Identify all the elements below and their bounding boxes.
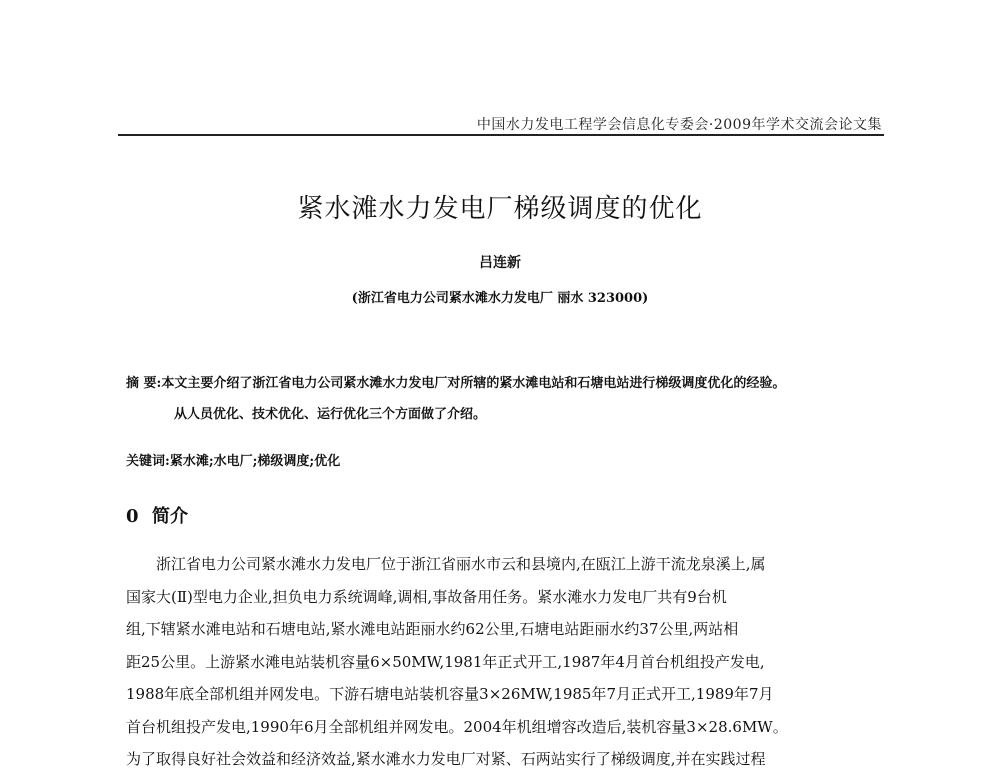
body-line: 浙江省电力公司紧水滩水力发电厂位于浙江省丽水市云和县境内,在瓯江上游干流龙泉溪上,属 bbox=[156, 555, 766, 573]
abstract bbox=[126, 368, 886, 430]
section-title: 简介 bbox=[152, 506, 188, 527]
body-line: 首台机组投产发电,1990年6月全部机组并网发电。2004年机组增容改造后,装机容量3×28.6MW。 bbox=[126, 717, 788, 736]
abstract-line-2: 从人员优化、技术优化、运行优化三个方面做了介绍。 bbox=[174, 407, 487, 422]
header-rule bbox=[118, 134, 884, 136]
section-heading bbox=[126, 502, 188, 528]
keywords-label: 关键词: bbox=[126, 454, 170, 469]
body-line: 1988年底全部机组并网发电。下游石塘电站装机容量3×26MW,1985年7月正式开工,1989年7月 bbox=[126, 685, 774, 703]
body-line: 组,下辖紧水滩电站和石塘电站,紧水滩电站距丽水约62公里,石塘电站距丽水约37公里,两站相 bbox=[126, 620, 739, 638]
paper-title: 紧水滩水力发电厂梯级调度的优化 bbox=[297, 194, 703, 224]
paper-affiliation: (浙江省电力公司紧水滩水力发电厂 丽水 323000) bbox=[351, 291, 649, 306]
section-number: 0 bbox=[126, 506, 139, 527]
abstract-line-1: 本文主要介绍了浙江省电力公司紧水滩水力发电厂对所辖的紧水滩电站和石塘电站进行梯级调度优化的经验。 bbox=[161, 376, 786, 391]
keywords bbox=[126, 450, 886, 469]
body-line: 距25公里。上游紧水滩电站装机容量6×50MW,1981年正式开工,1987年4月首台机组投产发电, bbox=[126, 652, 765, 671]
body-line: 为了取得良好社会效益和经济效益,紧水滩水力发电厂对紧、石两站实行了梯级调度,并在实践过程 bbox=[126, 750, 766, 768]
abstract-label: 摘 要: bbox=[126, 376, 162, 391]
body-line: 国家大(Ⅱ)型电力企业,担负电力系统调峰,调相,事故备用任务。紧水滩水力发电厂共有9台机 bbox=[126, 587, 727, 606]
keywords-text: 紧水滩;水电厂;梯级调度;优化 bbox=[169, 454, 341, 469]
body-paragraph bbox=[126, 548, 884, 776]
paper-author: 吕连新 bbox=[479, 255, 521, 271]
running-header: 中国水力发电工程学会信息化专委会·2009年学术交流会论文集 bbox=[476, 117, 882, 133]
